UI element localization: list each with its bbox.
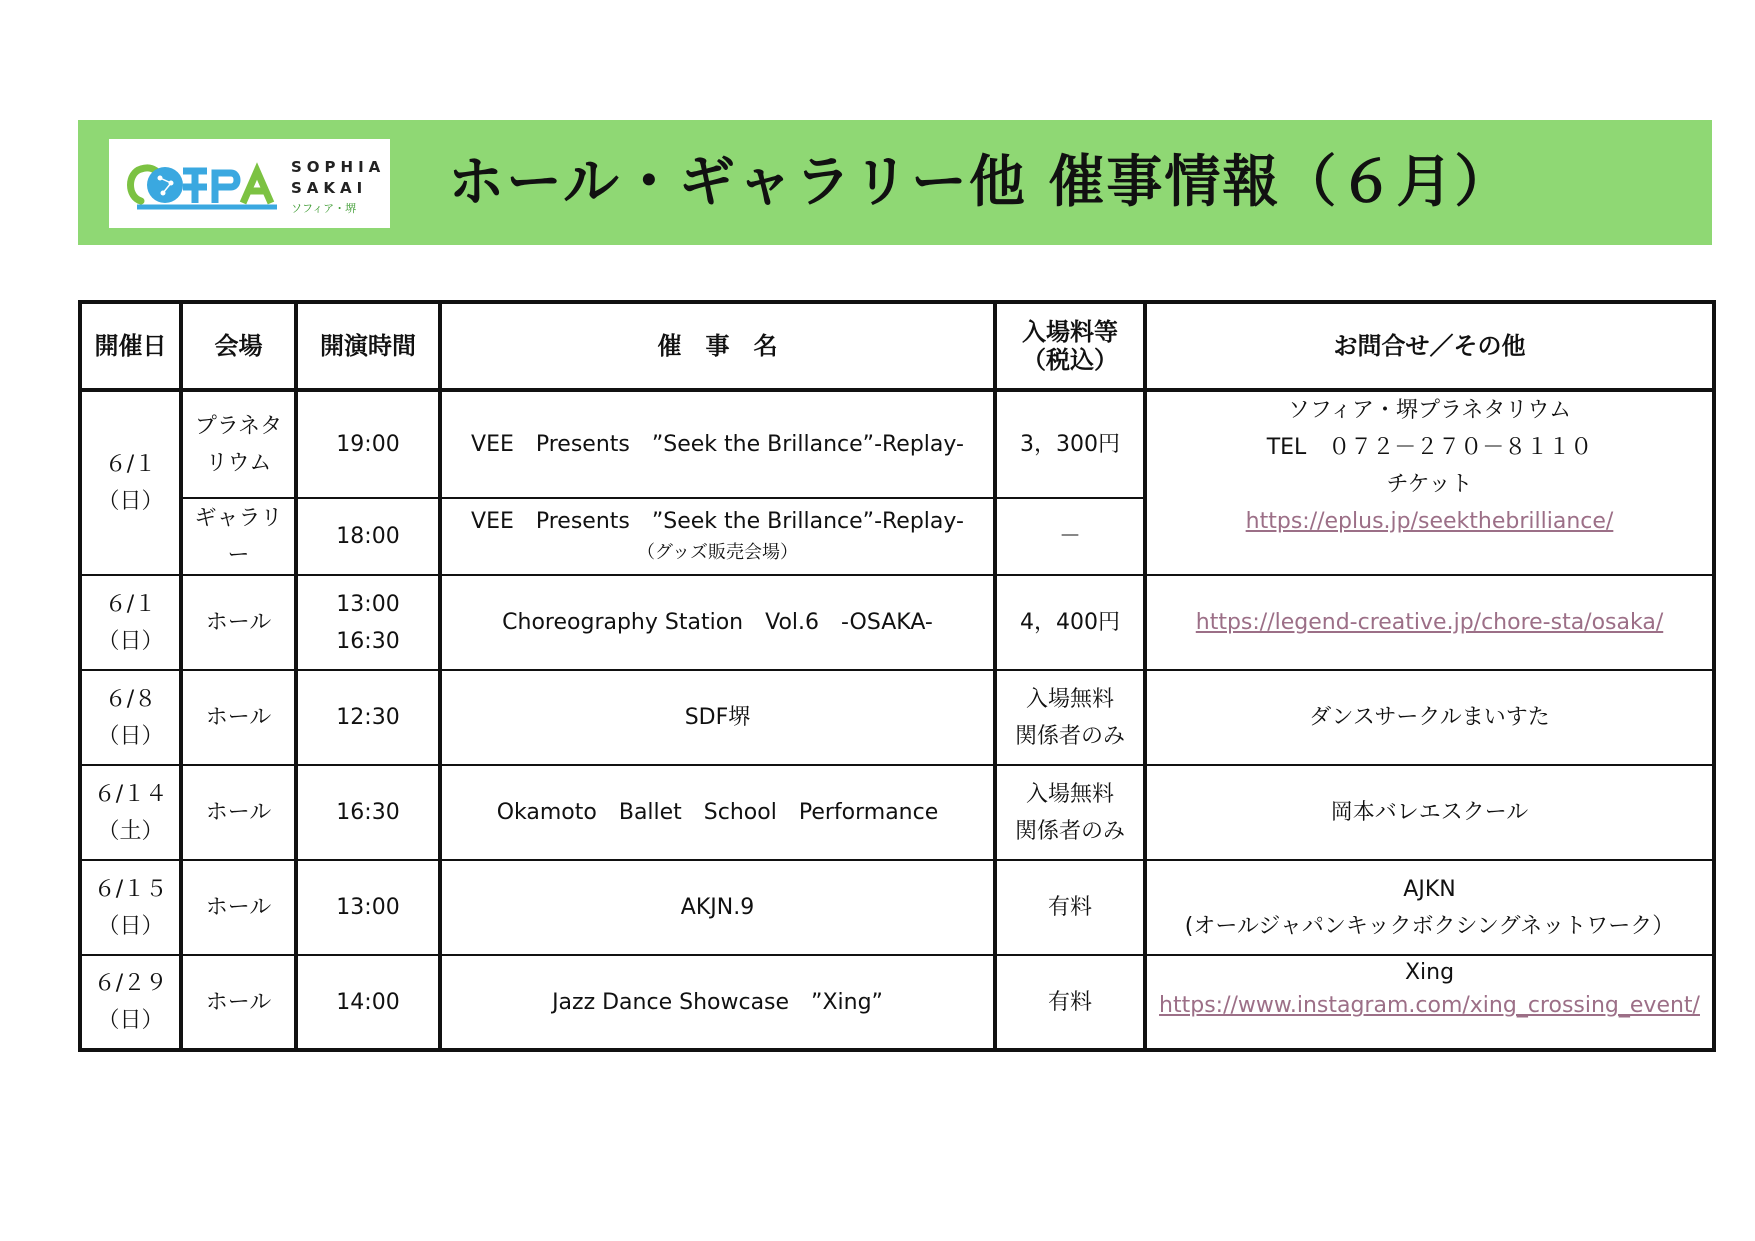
venue-line2: リウム (205, 450, 272, 476)
venue-cell (181, 390, 296, 498)
contact-cell: ダンスサークルまいすた (1145, 670, 1714, 765)
fee-cell: 4，400円 (995, 575, 1145, 670)
fee-line2: 関係者のみ (1014, 818, 1125, 844)
contact-line: ソフィア・堺プラネタリウム (1287, 398, 1572, 423)
date-cell (80, 390, 181, 575)
weekday: （日） (97, 628, 164, 654)
event-cell: Okamoto Ballet School Performance (440, 765, 995, 860)
table-header-row (80, 302, 1714, 390)
header-date: 開催日 (80, 302, 181, 390)
header-event-name: 催 事 名 (440, 302, 995, 390)
contact-cell (1145, 955, 1714, 1050)
table-row (80, 575, 1714, 670)
venue-line1: プラネタ (194, 413, 283, 439)
weekday: （日） (97, 913, 164, 939)
date-cell (80, 955, 181, 1050)
fee-cell: 有料 (995, 955, 1145, 1050)
page-title: ホール・ギャラリー他 催事情報（６月） (448, 150, 1513, 215)
date: ６/１ (104, 452, 157, 477)
time-cell: 12:30 (296, 670, 440, 765)
contact-cell: 岡本バレエスクール (1145, 765, 1714, 860)
contact-cell (1145, 390, 1714, 575)
date: ６/１５ (93, 876, 168, 902)
logo-line-1: SOPHIA (291, 158, 386, 176)
contact-cell (1145, 860, 1714, 955)
date: ６/１ (104, 591, 157, 617)
table-row (80, 670, 1714, 765)
venue-cell: ギャラリー (181, 498, 296, 575)
fee-cell (995, 670, 1145, 765)
date-cell (80, 860, 181, 955)
date-cell (80, 670, 181, 765)
weekday: （日） (97, 489, 164, 514)
event-title: VEE Presents ”Seek the Brillance”-Replay- (471, 508, 964, 534)
instagram-link[interactable]: https://www.instagram.com/xing_crossing_event/ (1159, 993, 1700, 1018)
fee-line1: 入場無料 (1025, 781, 1114, 807)
contact-line: (オールジャパンキックボクシングネットワーク） (1184, 913, 1675, 939)
venue-cell: ホール (181, 860, 296, 955)
title-banner (78, 120, 1712, 245)
weekday: （日） (97, 1008, 164, 1033)
fee-line2: 関係者のみ (1014, 723, 1125, 749)
weekday: （日） (97, 723, 164, 749)
time-cell (296, 575, 440, 670)
sophia-sakai-logo (109, 139, 390, 228)
fee-cell (995, 765, 1145, 860)
header-admission (995, 302, 1145, 390)
date: ６/１４ (93, 781, 168, 807)
ticket-link[interactable]: https://eplus.jp/seekthebrilliance/ (1245, 509, 1614, 534)
contact-line: TEL ０７２－２７０－８１１０ (1266, 435, 1593, 460)
header-admission-line1: 入場料等 (1022, 318, 1118, 346)
fee-cell: － (995, 498, 1145, 575)
event-schedule-table (78, 300, 1716, 1052)
fee-cell: 3，300円 (995, 390, 1145, 498)
time-cell: 14:00 (296, 955, 440, 1050)
weekday: （土） (97, 818, 164, 844)
event-cell: SDF堺 (440, 670, 995, 765)
event-cell: VEE Presents ”Seek the Brillance”-Replay- (440, 390, 995, 498)
time-1: 13:00 (336, 591, 400, 617)
date-cell (80, 765, 181, 860)
venue-cell: ホール (181, 955, 296, 1050)
event-cell (440, 498, 995, 575)
date: ６/８ (104, 686, 157, 712)
event-link[interactable]: https://legend-creative.jp/chore-sta/osaka/ (1195, 610, 1664, 635)
table-row (80, 860, 1714, 955)
event-cell: Jazz Dance Showcase ”Xing” (440, 955, 995, 1050)
header-start-time: 開演時間 (296, 302, 440, 390)
date-cell (80, 575, 181, 670)
table-row (80, 955, 1714, 1050)
time-cell: 19:00 (296, 390, 440, 498)
event-subtitle: （グッズ販売会場） (636, 541, 799, 563)
venue-cell: ホール (181, 575, 296, 670)
event-cell: AKJN.9 (440, 860, 995, 955)
time-cell: 16:30 (296, 765, 440, 860)
table-row (80, 765, 1714, 860)
logo-line-2: SAKAI (291, 179, 368, 197)
time-cell: 18:00 (296, 498, 440, 575)
venue-cell: ホール (181, 765, 296, 860)
date: ６/２９ (93, 971, 168, 996)
header-contact: お問合せ／その他 (1145, 302, 1714, 390)
time-cell: 13:00 (296, 860, 440, 955)
time-2: 16:30 (336, 628, 400, 654)
header-venue: 会場 (181, 302, 296, 390)
logo-text (291, 157, 385, 199)
logo-subtitle: ソフィア・堺 (291, 202, 357, 215)
table-row (80, 390, 1714, 498)
contact-line: AJKN (1403, 876, 1456, 902)
header-admission-line2: （税込） (1022, 346, 1118, 374)
logo-mark-icon (127, 151, 287, 217)
venue-cell: ホール (181, 670, 296, 765)
contact-line: チケット (1386, 472, 1473, 497)
fee-line1: 入場無料 (1025, 686, 1114, 712)
contact-cell (1145, 575, 1714, 670)
contact-line: Xing (1404, 960, 1455, 985)
fee-cell: 有料 (995, 860, 1145, 955)
event-cell: Choreography Station Vol.6 -OSAKA- (440, 575, 995, 670)
